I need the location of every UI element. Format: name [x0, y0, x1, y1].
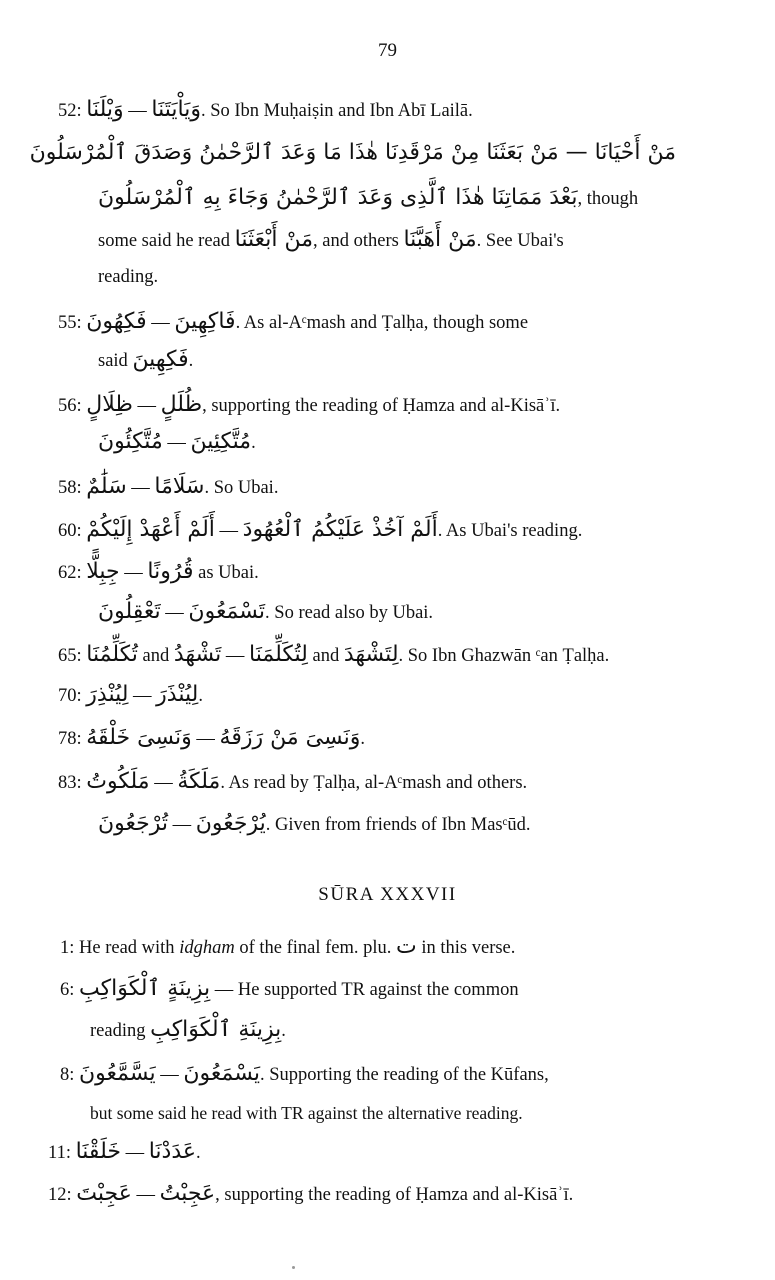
note-text: .: [251, 433, 256, 453]
arabic-reading: بَعْدَ مَمَاتِنَا هٰذَا ٱلَّذِى وَعَدَ ٱلرَّحْمٰنُ وَجَاءَ بِهِ ٱلْمُرْسَلُونَ: [98, 185, 578, 210]
entry-62-line2: تَعْقِلُونَ — تَسْمَعُونَ. So read also by Ubai.: [98, 599, 434, 624]
verse-number: 11:: [48, 1143, 71, 1163]
arabic-reading: ظُلَلٍ: [160, 392, 203, 417]
note-text: as Ubai.: [193, 563, 259, 583]
arabic-reading: عَجِبْتُ: [159, 1181, 216, 1206]
arabic-reading: يُرْجَعُونَ: [195, 811, 266, 836]
arabic-reading: جِبِلًّا: [86, 559, 120, 584]
verse-number: 62:: [58, 563, 82, 583]
arabic-reading: فَكِهِينَ: [132, 347, 189, 372]
note-text: . As Ubai's reading.: [437, 521, 583, 541]
note-text: . Given from friends of Ibn Masᶜūd.: [265, 815, 531, 835]
note-text: but some said he read with TR against the alternative reading.: [90, 1103, 523, 1123]
entry-83-line2: تُرْجَعُونَ — يُرْجَعُونَ. Given from friends of Ibn Masᶜūd.: [98, 811, 531, 836]
arabic-reading: مَنْ أَهَبَّنَا: [403, 227, 477, 252]
entry-56-line2: مُتَّكِئُونَ — مُتَّكِئِينَ.: [98, 429, 256, 454]
entry-s11: 11: خَلَقْنَا — عَدَدْنَا.: [48, 1139, 201, 1164]
arabic-reading: يَسْمَعُونَ: [183, 1061, 260, 1086]
arabic-reading: تُرْجَعُونَ: [98, 811, 168, 836]
note-text: .: [198, 686, 203, 706]
entry-s6: [60, 977, 519, 1002]
note-text: of the final fem. plu.: [234, 938, 392, 958]
note-text: , supporting the reading of Ḥamza and al-Kisāʾī.: [202, 396, 561, 416]
entry-55: 55: فَكِهُونَ — فَاكِهِينَ. As al-Aᶜmash and Ṭalḥa, though some: [58, 309, 529, 334]
note-text: , supporting the reading of Ḥamza and al-Kisāʾī.: [215, 1185, 574, 1205]
arabic-reading: قُرُونًا: [147, 559, 194, 584]
arabic-reading: عَجِبْتَ: [76, 1181, 132, 1206]
note-text: , though: [577, 189, 639, 209]
note-text: said: [98, 351, 128, 371]
note-text: . So Ibn Ghazwān ᶜan Ṭalḥa.: [398, 646, 610, 666]
arabic-reading: ظِلَالٍ: [86, 392, 133, 417]
entry-58: 58: سَلَٰمٌ — سَلَامًا. So Ubai.: [58, 474, 279, 499]
note-text: reading.: [98, 267, 159, 287]
note-text: . So Ibn Muḥaiṣin and Ibn Abī Lailā.: [200, 101, 473, 121]
arabic-reading: أَلَمْ أَعْهَدْ إِلَيْكُمْ: [86, 517, 215, 542]
arabic-reading: فَاكِهِينَ: [174, 309, 236, 334]
note-text: , and others: [313, 231, 399, 251]
arabic-reading: مُتَّكِئُونَ: [98, 429, 163, 454]
verse-number: 12:: [48, 1185, 72, 1205]
entry-s12: 12: عَجِبْتَ — عَجِبْتُ, supporting the reading of Ḥamza and al-Kisāʾī.: [48, 1181, 574, 1206]
note-text: .: [360, 729, 365, 749]
arabic-reading: لِيُنْذِرَ: [86, 682, 129, 707]
entry-55-line2: [98, 348, 193, 373]
entry-s6-line2: [90, 1018, 286, 1043]
verse-number: 60:: [58, 521, 82, 541]
note-text: . Supporting the reading of the Kūfans,: [259, 1065, 549, 1085]
note-text: .: [188, 351, 194, 371]
arabic-reading: سَلَامًا: [154, 474, 205, 499]
arabic-reading: لِتُكَلِّمَنَا: [249, 642, 308, 667]
arabic-reading: خَلَقْنَا: [75, 1139, 121, 1164]
note-text: . See Ubai's: [476, 231, 564, 251]
arabic-reading: مَلَكُوتُ: [86, 769, 150, 794]
italic-term: idgham: [179, 938, 235, 958]
note-text: — He supported TR against the common: [210, 980, 519, 1000]
verse-number: 83:: [58, 773, 82, 793]
arabic-line: مَنْ أَحْيَانَا — مَنْ بَعَثَنَا مِنْ مَرْقَدِنَا هٰذَا مَا وَعَدَ ٱلرَّحْمٰنُ وَصَدَقَ ٱلْمُرْسَلُونَ: [29, 140, 676, 165]
arabic-reading: مَنْ أَبْعَثَنَا: [234, 227, 314, 252]
note-text: —: [221, 646, 250, 666]
verse-number: 56:: [58, 396, 82, 416]
entry-65: [58, 643, 609, 668]
arabic-reading: لِيُنْذَرَ: [156, 682, 199, 707]
entry-52: 52: وَيْلَنَا — وَيَاْيَتَنَا. So Ibn Muḥaiṣin and Ibn Abī Lailā.: [58, 97, 473, 122]
note-text: . So read also by Ubai.: [265, 603, 434, 623]
entry-78: 78: وَنَسِىَ خَلْقَهُ — وَنَسِىَ مَنْ رَزَقَهُ.: [58, 725, 365, 750]
print-speck: [292, 1266, 295, 1269]
entry-s1: [60, 935, 515, 960]
note-text: . So Ubai.: [204, 478, 279, 498]
entry-83: 83: مَلَكُوتُ — مَلَكَةُ. As read by Ṭalḥa, al-Aᶜmash and others.: [58, 769, 528, 794]
arabic-reading: تُكَلِّمُنَا: [86, 642, 138, 667]
arabic-reading: تَشْهَدُ: [173, 642, 222, 667]
note-text: some said he read: [98, 231, 231, 251]
note-text: reading: [90, 1021, 146, 1041]
page-number: 79: [378, 40, 397, 61]
arabic-reading: تَعْقِلُونَ: [98, 599, 161, 624]
arabic-reading: وَيْلَنَا: [86, 97, 124, 122]
verse-number: 8:: [60, 1065, 75, 1085]
arabic-reading: عَدَدْنَا: [148, 1139, 197, 1164]
arabic-reading: بِزِينَةٍ ٱلْكَوَاكِبِ: [79, 976, 211, 1001]
arabic-reading: مَلَكَةُ: [177, 769, 221, 794]
entry-s8: 8: يَسَّمَّعُونَ — يَسْمَعُونَ. Supporting the reading of the Kūfans,: [60, 1061, 549, 1086]
entry-52-line4: [98, 228, 564, 253]
verse-number: 78:: [58, 729, 82, 749]
arabic-reading: تَسْمَعُونَ: [188, 599, 266, 624]
arabic-reading: وَيَاْيَتَنَا: [151, 97, 201, 122]
verse-number: 65:: [58, 646, 82, 666]
sura-heading: SŪRA XXXVII: [318, 884, 457, 905]
verse-number: 70:: [58, 686, 82, 706]
note-text: . As al-Aᶜmash and Ṭalḥa, though some: [235, 313, 529, 333]
entry-60: 60: أَلَمْ أَعْهَدْ إِلَيْكُمْ — أَلَمْ آخُذْ عَلَيْكُمُ ٱلْعُهُودَ. As Ubai's reading.: [58, 517, 583, 542]
arabic-reading: بِزِينَةِ ٱلْكَوَاكِبِ: [150, 1017, 282, 1042]
arabic-reading: أَلَمْ آخُذْ عَلَيْكُمُ ٱلْعُهُودَ: [242, 517, 438, 542]
arabic-reading: لِتَشْهَدَ: [343, 642, 399, 667]
entry-62: 62: جِبِلًّا — قُرُونًا as Ubai.: [58, 559, 259, 584]
arabic-reading: وَنَسِىَ مَنْ رَزَقَهُ: [219, 725, 361, 750]
arabic-reading: وَنَسِىَ خَلْقَهُ: [86, 725, 192, 750]
note-text: .: [196, 1143, 201, 1163]
verse-number: 1:: [60, 938, 75, 958]
verse-number: 58:: [58, 478, 82, 498]
entry-70: 70: لِيُنْذِرَ — لِيُنْذَرَ.: [58, 682, 203, 707]
arabic-reading: فَكِهُونَ: [86, 309, 147, 334]
entry-52-line3: [98, 186, 638, 211]
note-text: and: [137, 646, 174, 666]
note-text: He read with: [79, 938, 180, 958]
note-text: and: [307, 646, 344, 666]
note-text: .: [281, 1021, 286, 1041]
note-text: in this verse.: [416, 938, 516, 958]
arabic-reading: يَسَّمَّعُونَ: [79, 1061, 156, 1086]
arabic-reading: سَلَٰمٌ: [86, 474, 127, 499]
verse-number: 52:: [58, 101, 82, 121]
note-text: . As read by Ṭalḥa, al-Aᶜmash and others.: [220, 773, 528, 793]
entry-56: 56: ظِلَالٍ — ظُلَلٍ, supporting the reading of Ḥamza and al-Kisāʾī.: [58, 392, 561, 417]
verse-number: 6:: [60, 980, 75, 1000]
arabic-letter: ت: [396, 934, 417, 959]
verse-number: 55:: [58, 313, 82, 333]
arabic-reading: مُتَّكِئِينَ: [190, 429, 252, 454]
